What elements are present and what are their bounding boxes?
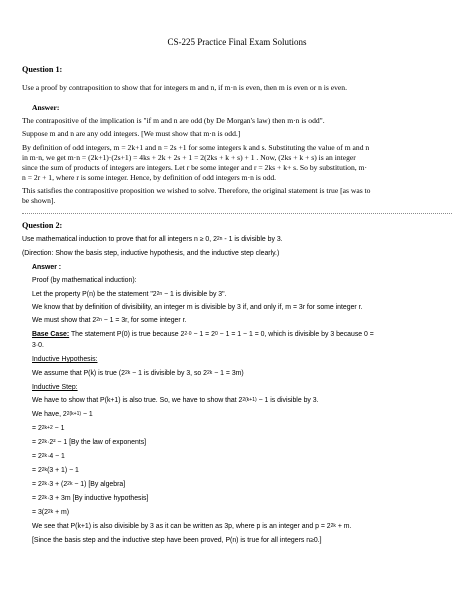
derivation-step: = $2^{2k}(3 + 1) - 1$ bbox=[32, 467, 79, 474]
closing-statement: [Since the basis step and the inductive step have been proved, P(n) is true for all integers n≥0.] bbox=[32, 537, 322, 544]
base-case-continuation: 3·0. bbox=[32, 342, 44, 349]
derivation-step: = $3(2^{2k} + m)$ bbox=[32, 509, 70, 516]
base-case: Base Case: The statement P(0) is true because $2^{2\cdot 0} - 1 = 2^0 - 1 = 1 - 1 = 0$, which is divisible by 3 because 0 = bbox=[32, 331, 374, 338]
derivation-step: We have, $2^{2(k+1)} - 1$ bbox=[32, 411, 93, 418]
divisibility-definition: We know that by definition of divisibility, an integer m is divisible by 3 if, and only if, m = 3r for some integer r. bbox=[32, 304, 363, 311]
question-2-heading: Question 2: bbox=[22, 221, 63, 230]
property-statement: Let the property P(n) be the statement "$2^{2n} - 1$ is divisible by 3". bbox=[32, 291, 227, 298]
derivation-step: = $2^{2k}\cdot 2^2 - 1$ [By the law of exponents] bbox=[32, 439, 147, 446]
question-1-heading: Question 1: bbox=[22, 65, 63, 74]
question-1-definition-line: since the sum of products of integers are integers. Let r be some integer and r = 2ks + k+ s. So by substitution, m· bbox=[22, 163, 368, 172]
question-1-conclusion-line: This satisfies the contrapositive proposition we wished to solve. Therefore, the original statement is true [as was to bbox=[22, 186, 371, 195]
page-title: CS-225 Practice Final Exam Solutions bbox=[167, 37, 307, 47]
proof-label: Proof (by mathematical induction): bbox=[32, 277, 137, 284]
derivation-step: = $2^{2k}\cdot 4 - 1$ bbox=[32, 453, 65, 460]
inductive-step-goal: We have to show that P(k+1) is also true. So, we have to show that $2^{2(k+1)} - 1$ is divisible by 3. bbox=[32, 397, 319, 404]
derivation-step: = $2^{2k}\cdot 3 + (2^{2k} - 1)$ [By algebra] bbox=[32, 481, 126, 488]
question-1-prompt: Use a proof by contraposition to show that for integers m and n, if m·n is even, then m is even or n is even. bbox=[22, 83, 347, 92]
goal-statement: We must show that $2^{2n} - 1 = 3r$, for some integer r. bbox=[32, 317, 187, 324]
section-divider bbox=[22, 213, 452, 214]
question-2-prompt: Use mathematical induction to prove that for all integers n ≥ 0, $2^{2n} - 1$ is divisible by 3. bbox=[22, 236, 283, 243]
question-1-answer-label: Answer: bbox=[32, 103, 60, 112]
question-1-suppose: Suppose m and n are any odd integers. [We must show that m·n is odd.] bbox=[22, 129, 241, 138]
question-1-contrapositive: The contrapositive of the implication is "if m and n are odd (by De Morgan's law) then m·n is odd". bbox=[22, 116, 325, 125]
question-2-direction: (Direction: Show the basis step, inductive hypothesis, and the inductive step clearly.) bbox=[22, 250, 280, 257]
question-1-definition-line: n = 2r + 1, where r is some integer. Hence, by definition of odd integers m·n is odd. bbox=[22, 173, 277, 182]
final-statement: We see that P(k+1) is also divisible by 3 as it can be written as 3p, where p is an integer and $p = 2^{2k} + m$. bbox=[32, 523, 352, 530]
question-1-conclusion-line: be shown]. bbox=[22, 196, 56, 205]
inductive-step-label: Inductive Step: bbox=[32, 384, 78, 391]
question-2-answer-label: Answer : bbox=[32, 264, 62, 271]
derivation-step: = $2^{2k+2} - 1$ bbox=[32, 425, 65, 432]
question-1-definition-line: By definition of odd integers, m = 2k+1 and n = 2s +1 for some integers k and s. Substituting the value of m and n bbox=[22, 143, 370, 152]
inductive-hypothesis-label: Inductive Hypothesis: bbox=[32, 356, 98, 363]
derivation-step: = $2^{2k}\cdot 3 + 3m$ [By inductive hypothesis] bbox=[32, 495, 149, 502]
question-1-definition-line: in m·n, we get m·n = (2k+1)·(2s+1) = 4ks + 2k + 2s + 1 = 2(2ks + k + s) + 1 . Now, (2ks + k + s) is an integer bbox=[22, 153, 356, 162]
inductive-hypothesis: We assume that P(k) is true ($2^{2k} - 1$ is divisible by 3, so $2^{2k} - 1 = 3m$) bbox=[32, 370, 244, 377]
